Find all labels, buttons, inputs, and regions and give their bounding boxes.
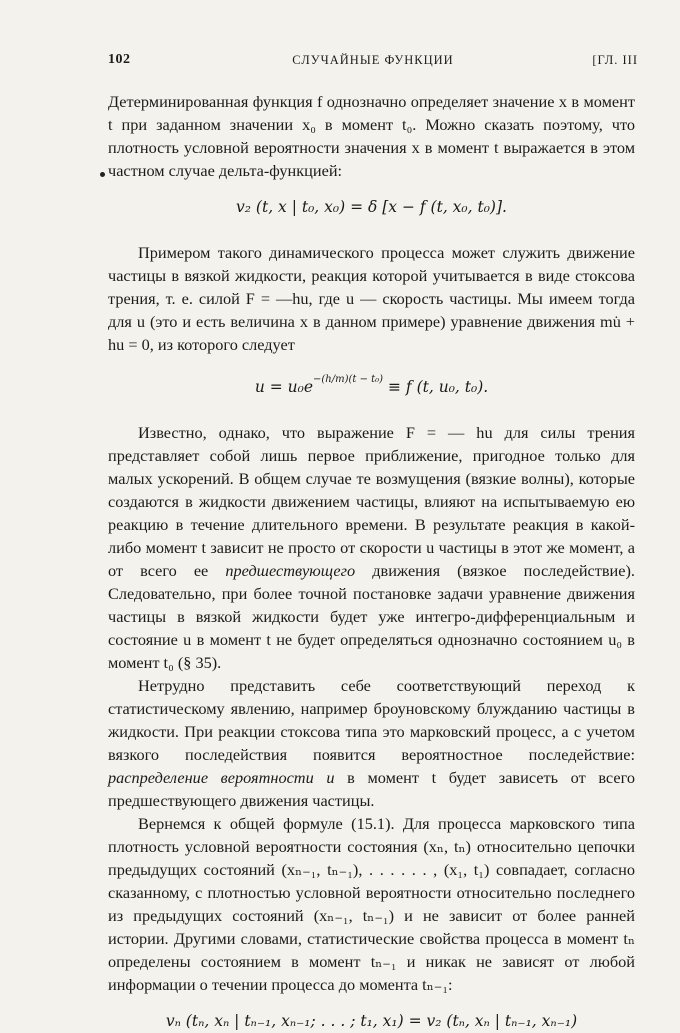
formula-markov: vₙ (tₙ, xₙ | tₙ₋₁, xₙ₋₁; . . . ; t₁, x₁) = v₂ (tₙ, xₙ | tₙ₋₁, xₙ₋₁) (165, 1012, 578, 1030)
margin-dot (100, 172, 105, 177)
chapter-label: [ГЛ. III (592, 53, 638, 67)
page-body (108, 90, 635, 1033)
paragraph-4-emphasis: распределение вероятности u (108, 768, 335, 787)
paragraph-4-start: Нетрудно представить себе соответствующий переход к статистическому явлению, например броуновскому блужданию частицы в жидкости. При реакции стоксова типа это марковский процесс, а с учетом вязкого последействия появится вероятностное последействие: (108, 676, 635, 764)
running-title: СЛУЧАЙНЫЕ ФУНКЦИИ (292, 53, 454, 67)
formula-velocity-rest: ≡ f (t, u₀, t₀). (383, 378, 489, 396)
paragraph-2: Примером такого динамического процесса может служить движение частицы в вязкой жидкости, реакция которой учитывается в виде стоксова трения, т. е. силой F = —hu, где u — скорость частицы. Мы имеем тогда для u (это и есть величина x в данном примере) уравнение движения mu̇ + hu = 0, из которого следует (108, 243, 635, 354)
paragraph-5: Вернемся к общей формуле (15.1). Для процесса марковского типа плотность условной вероятности состояния (xₙ, tₙ) относительно цепочки предыдущих состояний (xₙ₋₁, tₙ₋₁), . . . . . . , (x₁, t₁) совпадает, согласно сказанному, с плотностью условной вероятности относительно последнего из предыдущих состояний (xₙ₋₁, tₙ₋₁) и не зависит от более ранней истории. Другими словами, статистические свойства процесса в момент tₙ определены состоянием в момент tₙ₋₁ и никак не зависят от любой информации о течении процесса до момента tₙ₋₁: (108, 814, 635, 994)
paragraph-3 (108, 421, 635, 674)
paragraph-1: Детерминированная функция f однозначно определяет значение x в момент t при заданном значении x₀ в момент t₀. Можно сказать поэтому, что плотность условной вероятности значения x в момент t выражается в этом частном случае дельта-функцией: (108, 92, 635, 180)
formula-velocity (108, 368, 635, 399)
paragraph-3-emphasis: предшествующего (225, 561, 356, 580)
paragraph-3-end: движения (вязкое последействие). Следовательно, при более точной постановке задачи уравнение движения частицы в вязкой жидкости будет уже интегро-дифференциальным и состояние u в момент t не будет определяться однозначно состоянием u₀ в момент t₀ (§ 35). (108, 561, 635, 672)
paragraph-4 (108, 674, 635, 812)
paragraph-4-end: в момент t будет зависеть от всего предшествующего движения частицы. (108, 768, 635, 810)
paragraph-3-start: Известно, однако, что выражение F = — hu для силы трения представляет собой лишь первое приближение, пригодное только для малых ускорений. В общем случае те возмущения (вязкие волны), которые создаются в жидкости движением частицы, влияют на испытываемую ею реакцию в течение длительного времени. В результате реакция в какой-либо момент t зависит не просто от скорости u частицы в этот же момент, а от всего ее (108, 423, 635, 580)
formula-velocity-exponent: −(h/m)(t − t₀) (313, 374, 384, 385)
page-header (108, 52, 638, 74)
page-number: 102 (108, 52, 131, 67)
formula-delta: v₂ (t, x | t₀, x₀) = δ [x − f (t, x₀, t₀)]. (236, 198, 507, 216)
formula-velocity-main: u = u₀e (254, 378, 314, 396)
